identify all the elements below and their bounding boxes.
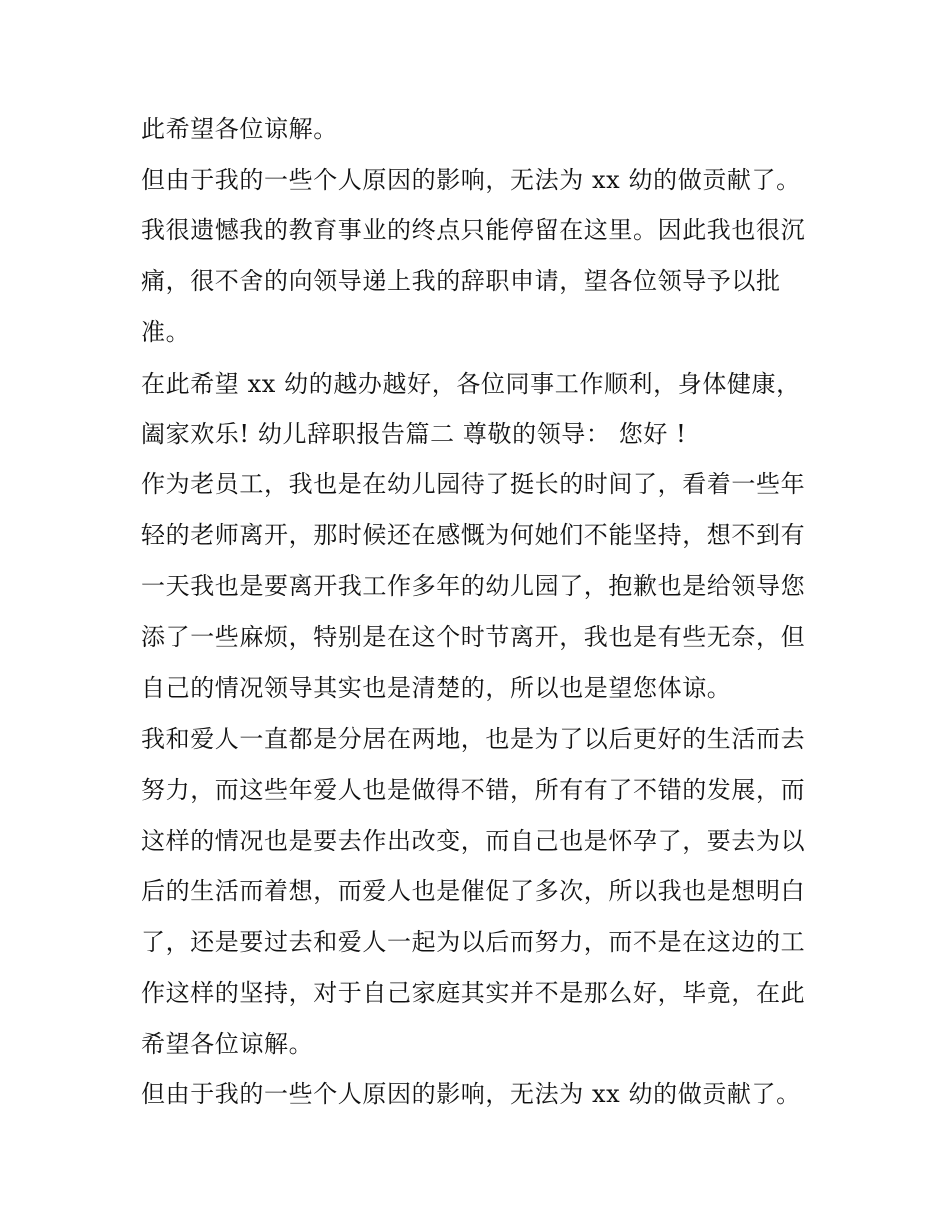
text-line: 但由于我的一些个人原因的影响，无法为 xx 幼的做贡献了。 (141, 1080, 801, 1108)
text-line: 作为老员工，我也是在幼儿园待了挺长的时间了，看着一些年 (141, 470, 806, 498)
text-line: 在此希望 xx 幼的越办越好，各位同事工作顺利，身体健康， (141, 370, 801, 398)
text-line: 阖家欢乐! 幼儿辞职报告篇二 尊敬的领导： 您好 ! (141, 420, 687, 448)
text-line: 我很遗憾我的教育事业的终点只能停留在这里。因此我也很沉 (141, 216, 806, 244)
text-line: 一天我也是要离开我工作多年的幼儿园了，抱歉也是给领导您 (141, 572, 806, 600)
text-line: 自己的情况领导其实也是清楚的，所以也是望您体谅。 (141, 674, 732, 702)
text-line: 努力，而这些年爱人也是做得不错，所有有了不错的发展，而 (141, 776, 806, 804)
text-line: 添了一些麻烦，特别是在这个时节离开，我也是有些无奈，但 (141, 623, 806, 651)
text-line: 作这样的坚持，对于自己家庭其实并不是那么好，毕竟，在此 (141, 979, 806, 1007)
text-line: 轻的老师离开，那时候还在感慨为何她们不能坚持，想不到有 (141, 521, 806, 549)
text-line: 这样的情况也是要去作出改变，而自己也是怀孕了，要去为以 (141, 827, 806, 855)
text-line: 后的生活而着想，而爱人也是催促了多次，所以我也是想明白 (141, 877, 806, 905)
text-line: 我和爱人一直都是分居在两地，也是为了以后更好的生活而去 (141, 725, 806, 753)
text-line: 此希望各位谅解。 (141, 115, 338, 143)
text-line: 准。 (141, 318, 191, 346)
text-line: 但由于我的一些个人原因的影响，无法为 xx 幼的做贡献了。 (141, 166, 801, 194)
text-line: 希望各位谅解。 (141, 1030, 314, 1058)
text-line: 痛，很不舍的向领导递上我的辞职申请，望各位领导予以批 (141, 267, 781, 295)
text-line: 了，还是要过去和爱人一起为以后而努力，而不是在这边的工 (141, 928, 806, 956)
